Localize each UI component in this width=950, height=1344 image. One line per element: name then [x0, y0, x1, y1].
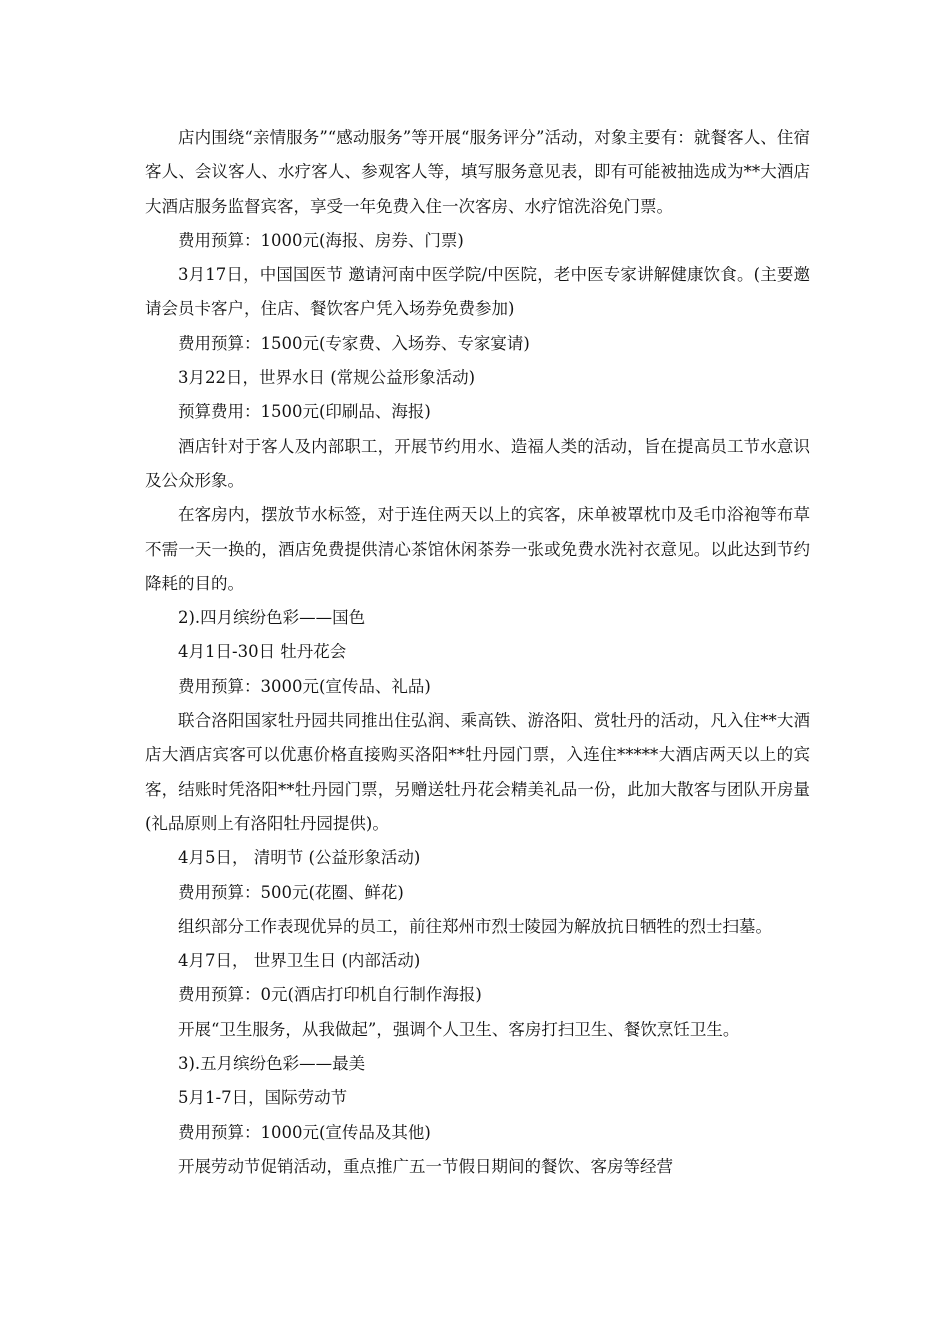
document-body — [145, 121, 810, 1184]
paragraph-labor-day-promotion: 开展劳动节促销活动，重点推广五一节假日期间的餐饮、客房等经营 — [178, 1156, 673, 1176]
paragraph-peony-festival: 4月1日-30日 牡丹花会 — [178, 642, 347, 662]
paragraph-labor-day: 5月1-7日，国际劳动节 — [178, 1088, 348, 1108]
paragraph-hygiene-service: 开展“卫生服务，从我做起”，强调个人卫生、客房打扫卫生、餐饮烹饪卫生。 — [178, 1019, 740, 1039]
paragraph-cemetery-visit: 组织部分工作表现优异的员工，前往郑州市烈士陵园为解放抗日牺牲的烈士扫墓。 — [178, 916, 772, 936]
paragraph-budget-1500-print: 预算费用：1500元(印刷品、海报) — [178, 402, 431, 422]
heading-may: 3).五月缤纷色彩——最美 — [178, 1054, 366, 1074]
paragraph-service-rating: 店内围绕“亲情服务”“感动服务”等开展“服务评分”活动，对象主要有：就餐客人、住宿客人、会议客人、水疗客人、参观客人等，填写服务意见表，即有可能被抽选成为**大酒店大酒店服务监督宾客，享受一年免费入住一次客房、水疗馆洗浴免门票。 — [145, 128, 810, 216]
paragraph-water-day: 3月22日，世界水日 (常规公益形象活动) — [178, 368, 476, 388]
heading-april: 2).四月缤纷色彩——国色 — [178, 608, 366, 628]
paragraph-budget-1000-promo: 费用预算：1000元(宣传品及其他) — [178, 1122, 431, 1142]
paragraph-peony-promotion: 联合洛阳国家牡丹园共同推出住弘润、乘高铁、游洛阳、赏牡丹的活动，凡入住**大酒店大酒店宾客可以优惠价格直接购买洛阳**牡丹园门票，入连住*****大酒店两天以上的宾客，结账时凭洛阳**牡丹园门票，另赠送牡丹花会精美礼品一份，此加大散客与团队开房量(礼品原则上有洛阳牡丹园提供)。 — [145, 711, 810, 833]
paragraph-qingming: 4月5日， 清明节 (公益形象活动) — [178, 848, 421, 868]
paragraph-water-saving: 酒店针对于客人及内部职工，开展节约用水、造福人类的活动，旨在提高员工节水意识及公众形象。 — [145, 436, 810, 490]
paragraph-budget-500: 费用预算：500元(花圈、鲜花) — [178, 882, 404, 902]
paragraph-medicine-day: 3月17日，中国国医节 邀请河南中医学院/中医院，老中医专家讲解健康饮食。(主要邀请会员卡客户，住店、餐饮客户凭入场券免费参加) — [145, 265, 810, 319]
paragraph-budget-0: 费用预算：0元(酒店打印机自行制作海报) — [178, 985, 482, 1005]
paragraph-guest-room: 在客房内，摆放节水标签，对于连住两天以上的宾客，床单被罩枕巾及毛巾浴袍等布草不需一天一换的，酒店免费提供清心茶馆休闲茶券一张或免费水洗衬衣意见。以此达到节约降耗的目的。 — [145, 505, 810, 593]
paragraph-budget-1000: 费用预算：1000元(海报、房券、门票) — [178, 230, 464, 250]
paragraph-budget-1500-expert: 费用预算：1500元(专家费、入场券、专家宴请) — [178, 333, 530, 353]
paragraph-health-day: 4月7日， 世界卫生日 (内部活动) — [178, 951, 421, 971]
paragraph-budget-3000: 费用预算：3000元(宣传品、礼品) — [178, 676, 431, 696]
